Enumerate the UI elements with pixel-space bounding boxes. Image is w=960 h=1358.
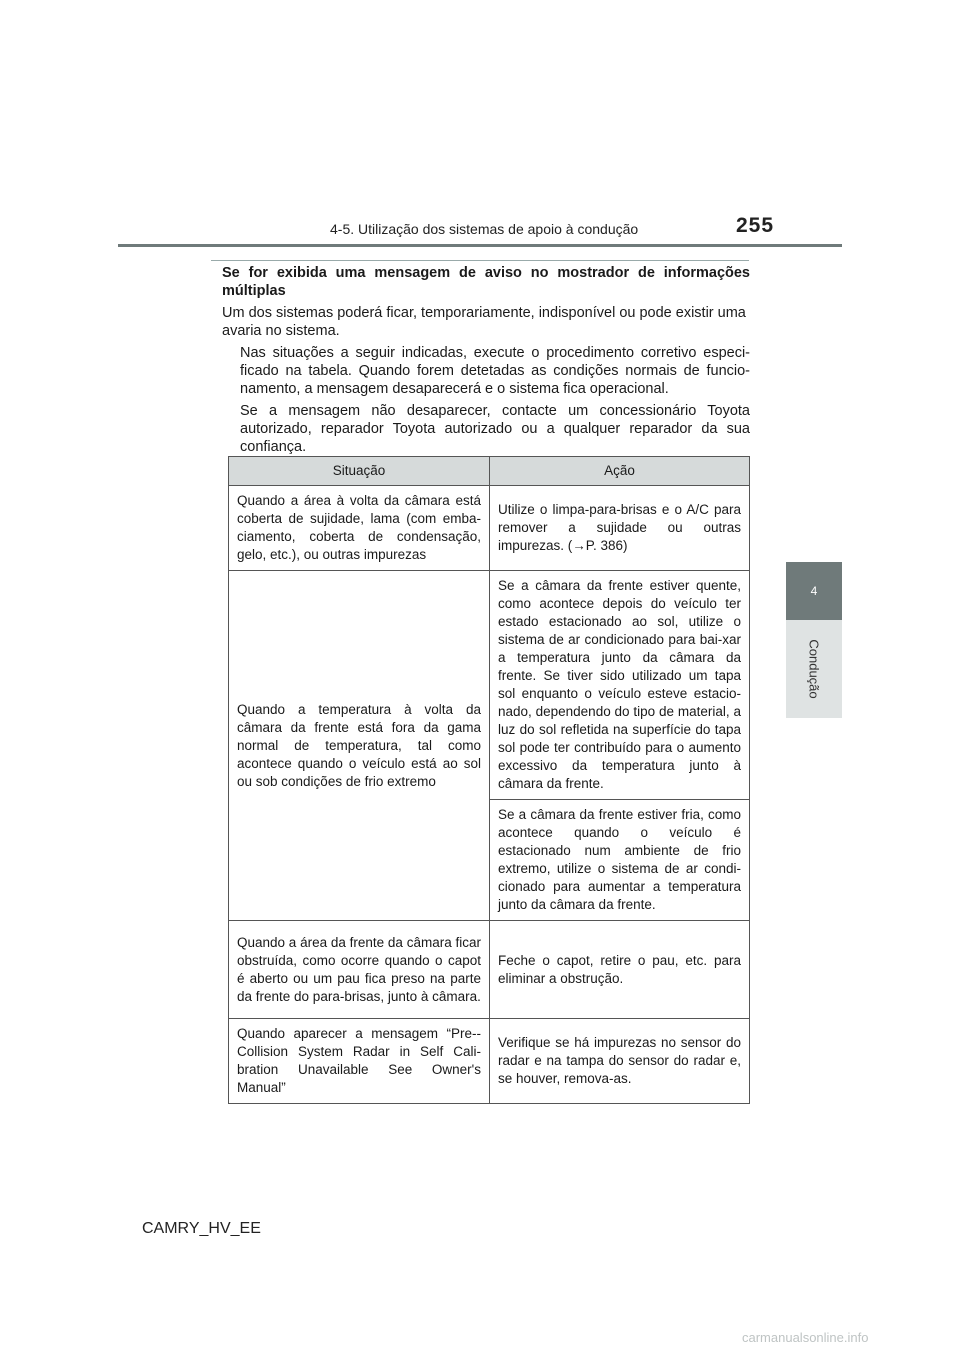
chapter-tab-number: 4 <box>786 562 842 620</box>
situation-cell: Quando a temperatura à volta da câmara da frente está fora da gama normal de temperatura, tal como acontece quando o veículo está ao sol ou sob condições de frio extremo <box>229 571 490 921</box>
action-cell: Se a câmara da frente estiver fria, como acontece quando o veículo é estacionado num ambiente de frio extremo, utilize o sistema de ar condi-cionado para aumentar a temperatura junto da câmara da frente. <box>490 800 750 921</box>
table-row <box>229 571 750 800</box>
warning-table <box>228 456 750 1104</box>
watermark: carmanualsonline.info <box>742 1330 869 1345</box>
situation-cell: Quando a área à volta da câmara está coberta de sujidade, lama (com emba-ciamento, coberta de condensação, gelo, etc.), ou outras impurezas <box>229 486 490 571</box>
page-number: 255 <box>736 214 775 237</box>
chapter-label: Condução <box>806 639 822 699</box>
content-block <box>222 264 750 460</box>
chapter-tab-label <box>786 620 842 718</box>
header-divider <box>118 244 842 247</box>
table-header-row <box>229 457 750 486</box>
action-cell: Feche o capot, retire o pau, etc. para eliminar a obstrução. <box>490 921 750 1019</box>
table-row <box>229 486 750 571</box>
action-cell: Verifique se há impurezas no sensor do radar e na tampa do sensor do radar e, se houver, remova-as. <box>490 1019 750 1104</box>
situation-cell: Quando a área da frente da câmara ficar obstruída, como ocorre quando o capot é aberto ou um pau fica preso na parte da frente do para-brisas, junto à câmara. <box>229 921 490 1019</box>
section-heading: Se for exibida uma mensagem de aviso no mostrador de informações múltiplas <box>222 265 750 299</box>
header-situation: Situação <box>229 457 490 486</box>
action-cell: Se a câmara da frente estiver quente, como acontece depois do veículo ter estado estacionado ao sol, utilize o sistema de ar condicionado para bai-xar a temperatura junto da câmara da frente. Se tiver sido utilizado um tapa sol enquanto o veículo esteve estacio-nado, dependendo do tipo de material, a luz do sol refletida na superfície do tapa sol pode ter contribuído para o aumento excessivo da temperatura junto à câmara da frente. <box>490 571 750 800</box>
situation-cell: Quando aparecer a mensagem “Pre--Collision System Radar in Self Cali-bration Unavailable See Owner's Manual” <box>229 1019 490 1104</box>
table-row <box>229 1019 750 1104</box>
note-paragraph-2: Se a mensagem não desaparecer, contacte um concessionário Toyota autorizado, reparador Toyota autorizado ou a qualquer reparador da sua confiança. <box>240 403 750 455</box>
content-divider <box>211 260 749 261</box>
section-title: 4-5. Utilização dos sistemas de apoio à condução <box>330 221 639 237</box>
action-cell: Utilize o limpa-para-brisas e o A/C para remover a sujidade ou outras impurezas. (→P. 386) <box>490 486 750 571</box>
model-code: CAMRY_HV_EE <box>142 1220 261 1237</box>
intro-paragraph: Um dos sistemas poderá ficar, temporariamente, indisponível ou pode existir uma avaria no sistema. <box>222 305 746 339</box>
header-action: Ação <box>490 457 750 486</box>
note-paragraph-1: Nas situações a seguir indicadas, execute o procedimento corretivo especi-ficado na tabela. Quando forem detetadas as condições normais de funcio-namento, a mensagem desaparecerá e o sistema fica operacional. <box>240 345 750 397</box>
table-row <box>229 921 750 1019</box>
